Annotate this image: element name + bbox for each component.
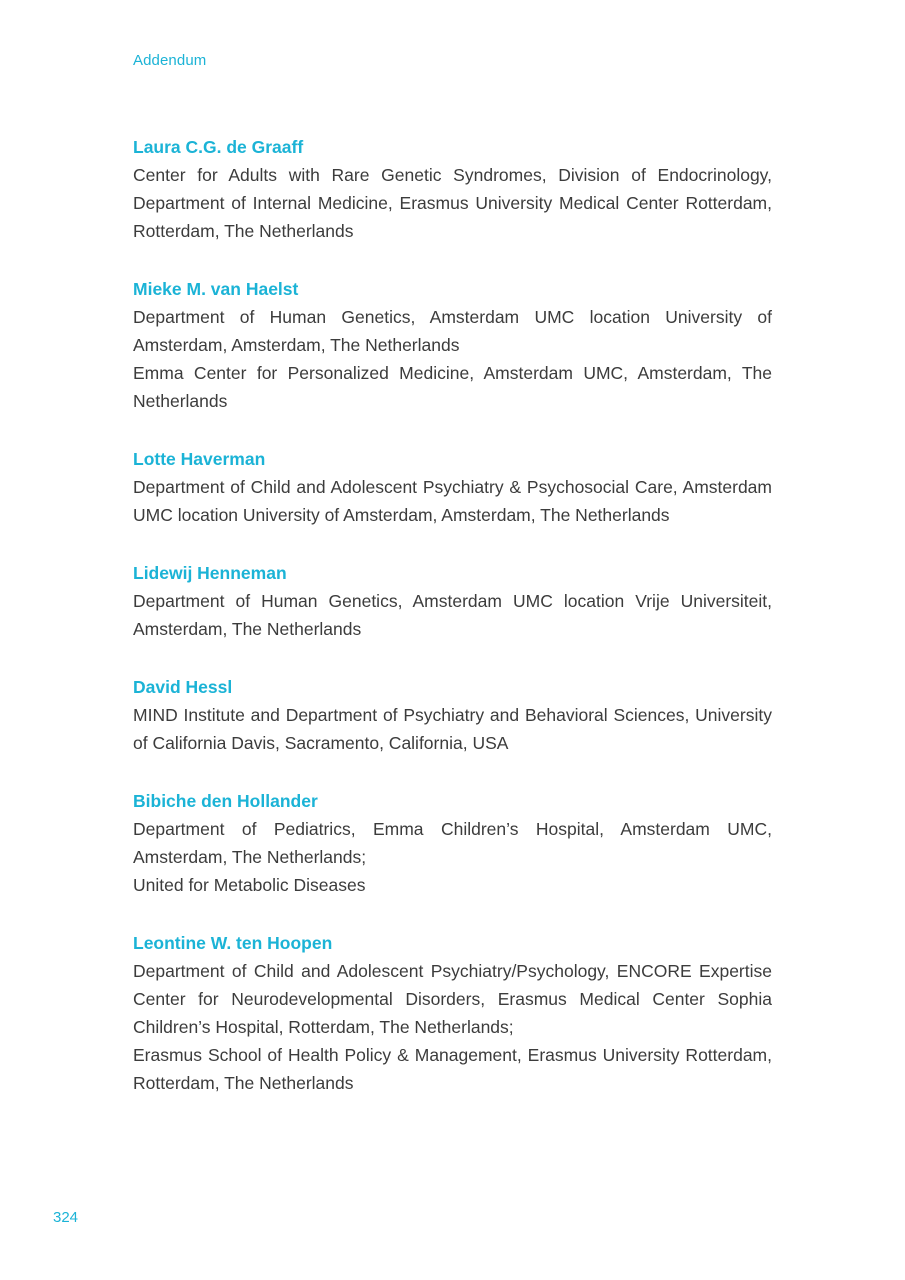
author-entry xyxy=(133,929,772,1097)
affiliation: Department of Child and Adolescent Psychiatry & Psychosocial Care, Amsterdam UMC location University of Amsterdam, Amsterdam, The Netherlands xyxy=(133,477,772,525)
affiliation: Emma Center for Personalized Medicine, Amsterdam UMC, Amsterdam, The Netherlands xyxy=(133,363,772,411)
affiliation: Department of Child and Adolescent Psychiatry/Psychology, ENCORE Expertise Center for Neurodevelopmental Disorders, Erasmus Medical Center Sophia Children’s Hospital, Rotterdam, The Netherlands; xyxy=(133,961,772,1037)
author-affiliation-list xyxy=(133,133,772,1127)
page-number: 324 xyxy=(53,1209,79,1226)
author-name: Laura C.G. de Graaff xyxy=(133,137,304,157)
author-entry xyxy=(133,445,772,529)
affiliation: United for Metabolic Diseases xyxy=(133,875,366,895)
affiliation: MIND Institute and Department of Psychiatry and Behavioral Sciences, University of California Davis, Sacramento, California, USA xyxy=(133,705,772,753)
author-name: Lidewij Henneman xyxy=(133,563,287,583)
author-entry xyxy=(133,275,772,415)
author-name: Bibiche den Hollander xyxy=(133,791,318,811)
running-header: Addendum xyxy=(133,52,207,69)
affiliation: Erasmus School of Health Policy & Management, Erasmus University Rotterdam, Rotterdam, The Netherlands xyxy=(133,1045,772,1093)
author-entry xyxy=(133,133,772,245)
affiliation: Department of Pediatrics, Emma Children’s Hospital, Amsterdam UMC, Amsterdam, The Netherlands; xyxy=(133,819,772,867)
author-name: David Hessl xyxy=(133,677,233,697)
affiliation: Department of Human Genetics, Amsterdam UMC location University of Amsterdam, Amsterdam, The Netherlands xyxy=(133,307,772,355)
author-name: Leontine W. ten Hoopen xyxy=(133,933,333,953)
affiliation: Center for Adults with Rare Genetic Syndromes, Division of Endocrinology, Department of Internal Medicine, Erasmus University Medical Center Rotterdam, Rotterdam, The Netherlands xyxy=(133,165,772,241)
author-entry xyxy=(133,559,772,643)
affiliation: Department of Human Genetics, Amsterdam UMC location Vrije Universiteit, Amsterdam, The Netherlands xyxy=(133,591,772,639)
author-name: Mieke M. van Haelst xyxy=(133,279,299,299)
author-entry xyxy=(133,673,772,757)
author-entry xyxy=(133,787,772,899)
author-name: Lotte Haverman xyxy=(133,449,266,469)
